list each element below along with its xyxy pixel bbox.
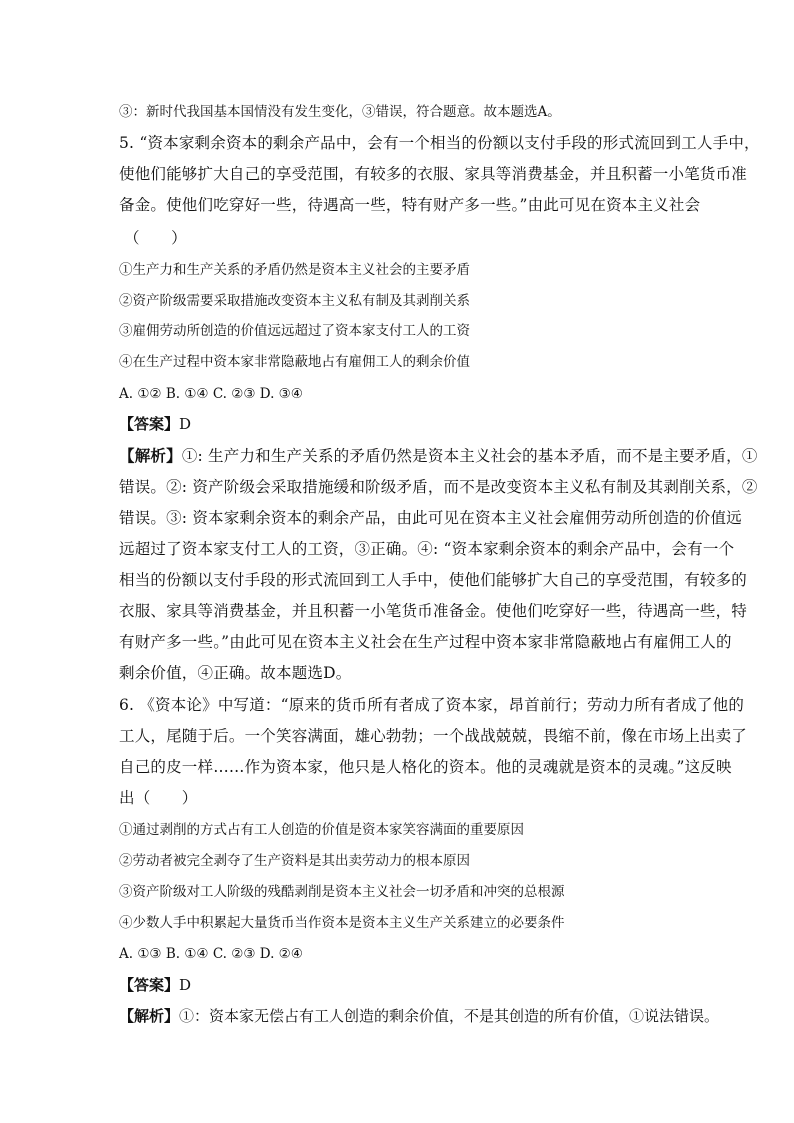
question-5-option: ②资产阶级需要采取措施改变资本主义私有制及其剥削关系 bbox=[119, 293, 470, 309]
question-5-stem: 备金。使他们吃穿好一些，待遇高一些，特有财产多一些。”由此可见在资本主义社会 bbox=[119, 196, 701, 214]
question-6-stem: 出（ ） bbox=[119, 789, 198, 807]
analysis-text: ①: 生产力和生产关系的矛盾仍然是资本主义社会的基本矛盾，而不是主要矛盾，① bbox=[181, 447, 758, 465]
question-6-option: ④少数人手中积累起大量货币当作资本是资本主义生产关系建立的必要条件 bbox=[119, 915, 565, 931]
question-6-answer bbox=[119, 975, 699, 995]
question-5-analysis: 远超过了资本家支付工人的工资，③正确。④: “资本家剩余资本的剩余产品中，会有一个 bbox=[119, 540, 735, 558]
analysis-text: ①：资本家无偿占有工人创造的剩余价值，不是其创造的所有价值，①说法错误。 bbox=[179, 1007, 720, 1025]
question-5-analysis: 错误。③: 资本家剩余资本的剩余产品，由此可见在资本主义社会雇佣劳动所创造的价值远 bbox=[119, 509, 742, 527]
question-6-stem: 自己的皮一样……作为资本家，他只是人格化的资本。他的灵魂就是资本的灵魂。”这反映 bbox=[119, 758, 732, 776]
question-5-option: ③雇佣劳动所创造的价值远远超过了资本家支付工人的工资 bbox=[119, 323, 470, 339]
question-5-blank: （ ） bbox=[124, 229, 187, 247]
answer-tag: 【答案】 bbox=[119, 976, 180, 994]
question-5-option: ①生产力和生产关系的矛盾仍然是资本主义社会的主要矛盾 bbox=[119, 262, 470, 278]
question-6-option: ②劳动者被完全剥夺了生产资料是其出卖劳动力的根本原因 bbox=[119, 853, 470, 869]
text-line: ③：新时代我国基本国情没有发生变化，③错误，符合题意。故本题选A。 bbox=[119, 104, 561, 120]
question-5-analysis: 衣服、家具等消费基金，并且积蓄一小笔货币准备金。使他们吃穿好一些，待遇高一些，特 bbox=[119, 602, 748, 620]
question-5-option: ④在生产过程中资本家非常隐蔽地占有雇佣工人的剩余价值 bbox=[119, 354, 470, 370]
question-6-stem: 工人，尾随于后。一个笑容满面，雄心勃勃；一个战战兢兢，畏缩不前，像在市场上出卖了 bbox=[119, 727, 748, 745]
question-5-choices: A. ①② B. ①④ C. ②③ D. ③④ bbox=[119, 386, 303, 402]
question-5-analysis bbox=[119, 446, 758, 466]
analysis-tag: 【解析】 bbox=[119, 1007, 180, 1025]
question-6-stem: 6. 《资本论》中写道：“原来的货币所有者成了资本家，昂首前行；劳动力所有者成了他的 bbox=[119, 696, 745, 714]
question-5-answer bbox=[119, 414, 699, 434]
question-6-option: ①通过剥削的方式占有工人创造的价值是资本家笑容满面的重要原因 bbox=[119, 822, 524, 838]
analysis-tag: 【解析】 bbox=[119, 446, 182, 465]
question-5-analysis: 相当的份额以支付手段的形式流回到工人手中，使他们能够扩大自己的享受范围，有较多的 bbox=[119, 571, 748, 589]
question-6-choices: A. ①③ B. ①④ C. ②③ D. ②④ bbox=[119, 946, 303, 962]
question-5-analysis: 有财产多一些。”由此可见在资本主义社会在生产过程中资本家非常隐蔽地占有雇佣工人的 bbox=[119, 633, 732, 651]
question-5-stem: 5. “资本家剩余资本的剩余产品中，会有一个相当的份额以支付手段的形式流回到工人手中， bbox=[119, 134, 760, 152]
question-5-analysis: 剩余价值，④正确。故本题选D。 bbox=[119, 664, 352, 682]
question-5-stem: 使他们能够扩大自己的享受范围，有较多的衣服、家具等消费基金，并且积蓄一小笔货币准 bbox=[119, 165, 748, 183]
question-5-analysis: 错误。②: 资产阶级会采取措施缓和阶级矛盾，而不是改变资本主义私有制及其剥削关系，② bbox=[119, 478, 758, 496]
answer-value: D bbox=[179, 976, 192, 994]
question-6-analysis bbox=[119, 1006, 720, 1026]
question-6-option: ③资产阶级对工人阶级的残酷剥削是资本主义社会一切矛盾和冲突的总根源 bbox=[119, 884, 565, 900]
answer-value: D bbox=[179, 415, 192, 433]
answer-tag: 【答案】 bbox=[119, 415, 180, 433]
